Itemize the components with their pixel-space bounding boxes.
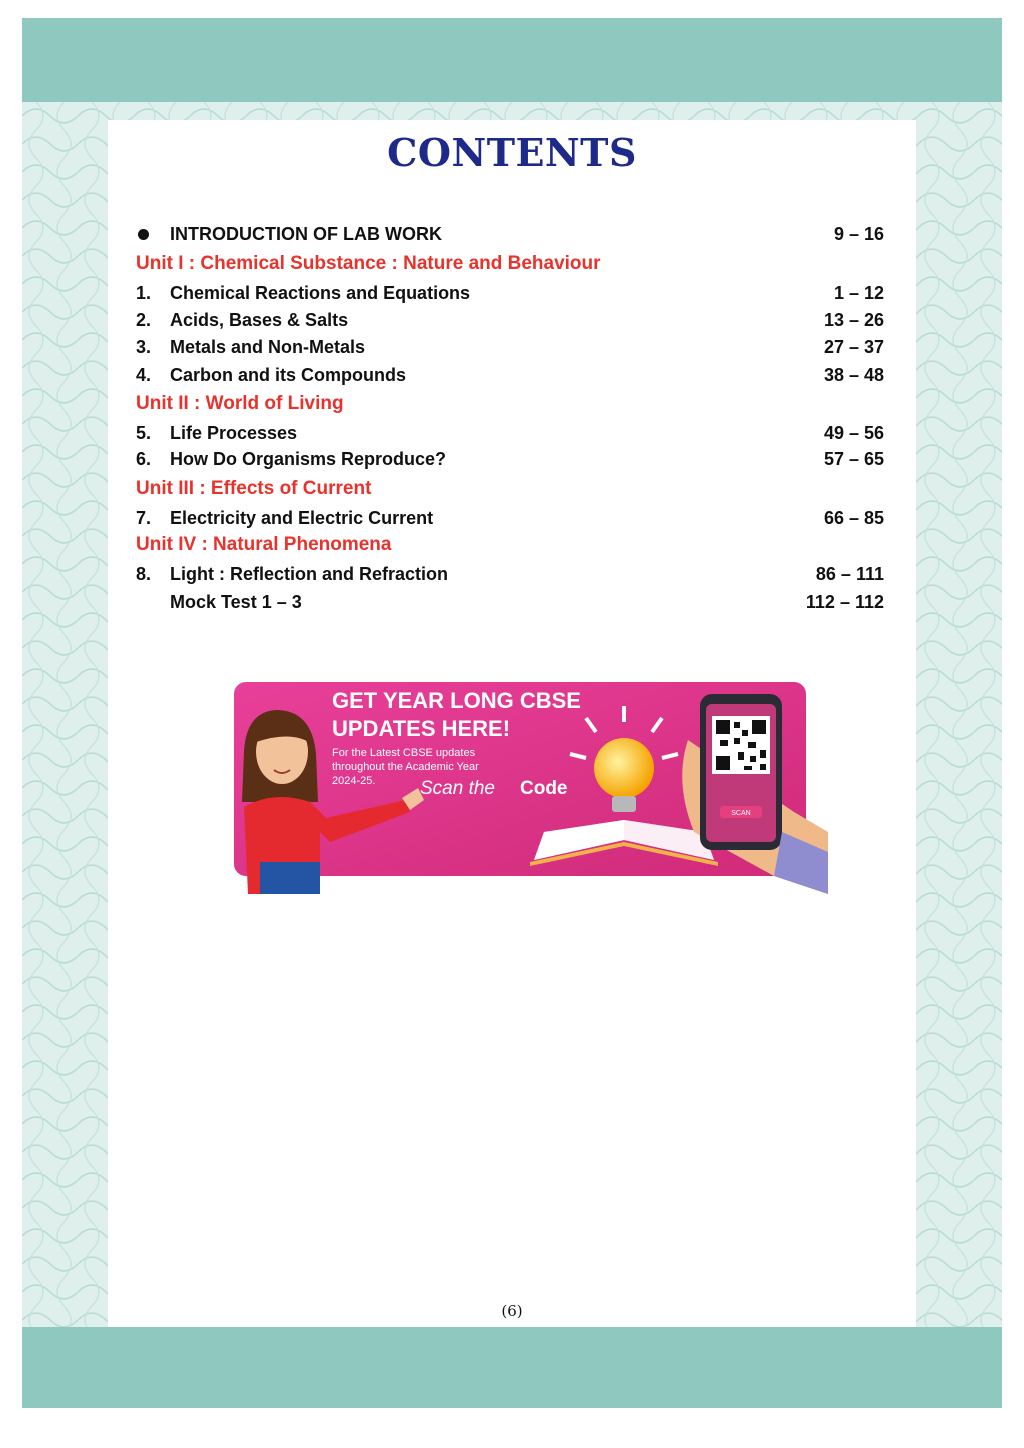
unit-heading-3: Unit III : Effects of Current xyxy=(136,478,372,499)
chapter-title: Chemical Reactions and Equations xyxy=(170,283,471,303)
chapter-title: How Do Organisms Reproduce? xyxy=(170,449,447,469)
unit-heading-1: Unit I : Chemical Substance : Nature and Behaviour xyxy=(136,253,601,274)
toc-chapter-row[interactable] xyxy=(136,423,884,449)
page-number: (6) xyxy=(501,1302,523,1320)
toc-chapter-row[interactable] xyxy=(136,564,884,590)
qr-code-icon xyxy=(712,716,770,774)
bullet-icon xyxy=(138,229,149,240)
chapter-pages: 49 – 56 xyxy=(823,423,884,443)
banner-subtext: 2024-25. xyxy=(332,775,376,787)
banner-headline: UPDATES HERE! xyxy=(332,716,511,741)
toc-chapter-row[interactable] xyxy=(136,449,884,475)
page-title: CONTENTS xyxy=(387,130,637,175)
banner-subtext: For the Latest CBSE updates xyxy=(332,747,476,759)
chapter-number: 4. xyxy=(136,365,152,385)
toc-chapter-row[interactable] xyxy=(136,283,884,309)
chapter-number: 6. xyxy=(136,449,152,469)
chapter-pages: 86 – 111 xyxy=(815,564,884,584)
toc-chapter-row[interactable] xyxy=(136,508,884,534)
unit-heading-2: Unit II : World of Living xyxy=(136,393,344,414)
toc-intro-row[interactable] xyxy=(136,224,884,250)
chapter-title: Light : Reflection and Refraction xyxy=(170,564,449,584)
chapter-title: Mock Test 1 – 3 xyxy=(170,592,302,612)
unit-heading-4: Unit IV : Natural Phenomena xyxy=(136,534,392,555)
scan-button-label: SCAN xyxy=(731,810,751,817)
banner-scan-text-bold: Code xyxy=(520,778,568,799)
bottom-band xyxy=(22,1327,1002,1408)
chapter-pages: 112 – 112 xyxy=(805,592,884,612)
chapter-number: 5. xyxy=(136,423,152,443)
chapter-number: 7. xyxy=(136,508,152,528)
banner-scan-text: Scan the xyxy=(420,778,495,799)
chapter-number: 1. xyxy=(136,283,152,303)
chapter-pages: 38 – 48 xyxy=(823,365,884,385)
chapter-title: Carbon and its Compounds xyxy=(170,365,406,385)
chapter-pages: 27 – 37 xyxy=(823,337,884,357)
page-frame xyxy=(22,18,1002,1408)
chapter-pages: 1 – 12 xyxy=(833,283,884,303)
chapter-title: Acids, Bases & Salts xyxy=(170,310,349,330)
chapter-pages: 66 – 85 xyxy=(823,508,884,528)
chapter-title: Life Processes xyxy=(170,423,298,443)
toc-mock-row[interactable] xyxy=(136,592,884,618)
toc-chapter-row[interactable] xyxy=(136,310,884,336)
chapter-pages: 57 – 65 xyxy=(823,449,884,469)
banner-headline: GET YEAR LONG CBSE xyxy=(332,688,581,713)
toc-pages: 9 – 16 xyxy=(833,224,884,244)
chapter-number: 2. xyxy=(136,310,152,330)
chapter-title: Metals and Non-Metals xyxy=(170,337,366,357)
contents-sheet xyxy=(108,120,916,1327)
chapter-number: 3. xyxy=(136,337,152,357)
toc-label: INTRODUCTION OF LAB WORK xyxy=(170,224,442,244)
banner-subtext: throughout the Academic Year xyxy=(332,761,479,773)
chapter-title: Electricity and Electric Current xyxy=(170,508,434,528)
chapter-pages: 13 – 26 xyxy=(823,310,884,330)
top-band xyxy=(22,18,1002,102)
toc-chapter-row[interactable] xyxy=(136,337,884,363)
cbse-updates-banner[interactable] xyxy=(234,682,828,894)
toc-chapter-row[interactable] xyxy=(136,365,884,391)
chapter-number: 8. xyxy=(136,564,152,584)
